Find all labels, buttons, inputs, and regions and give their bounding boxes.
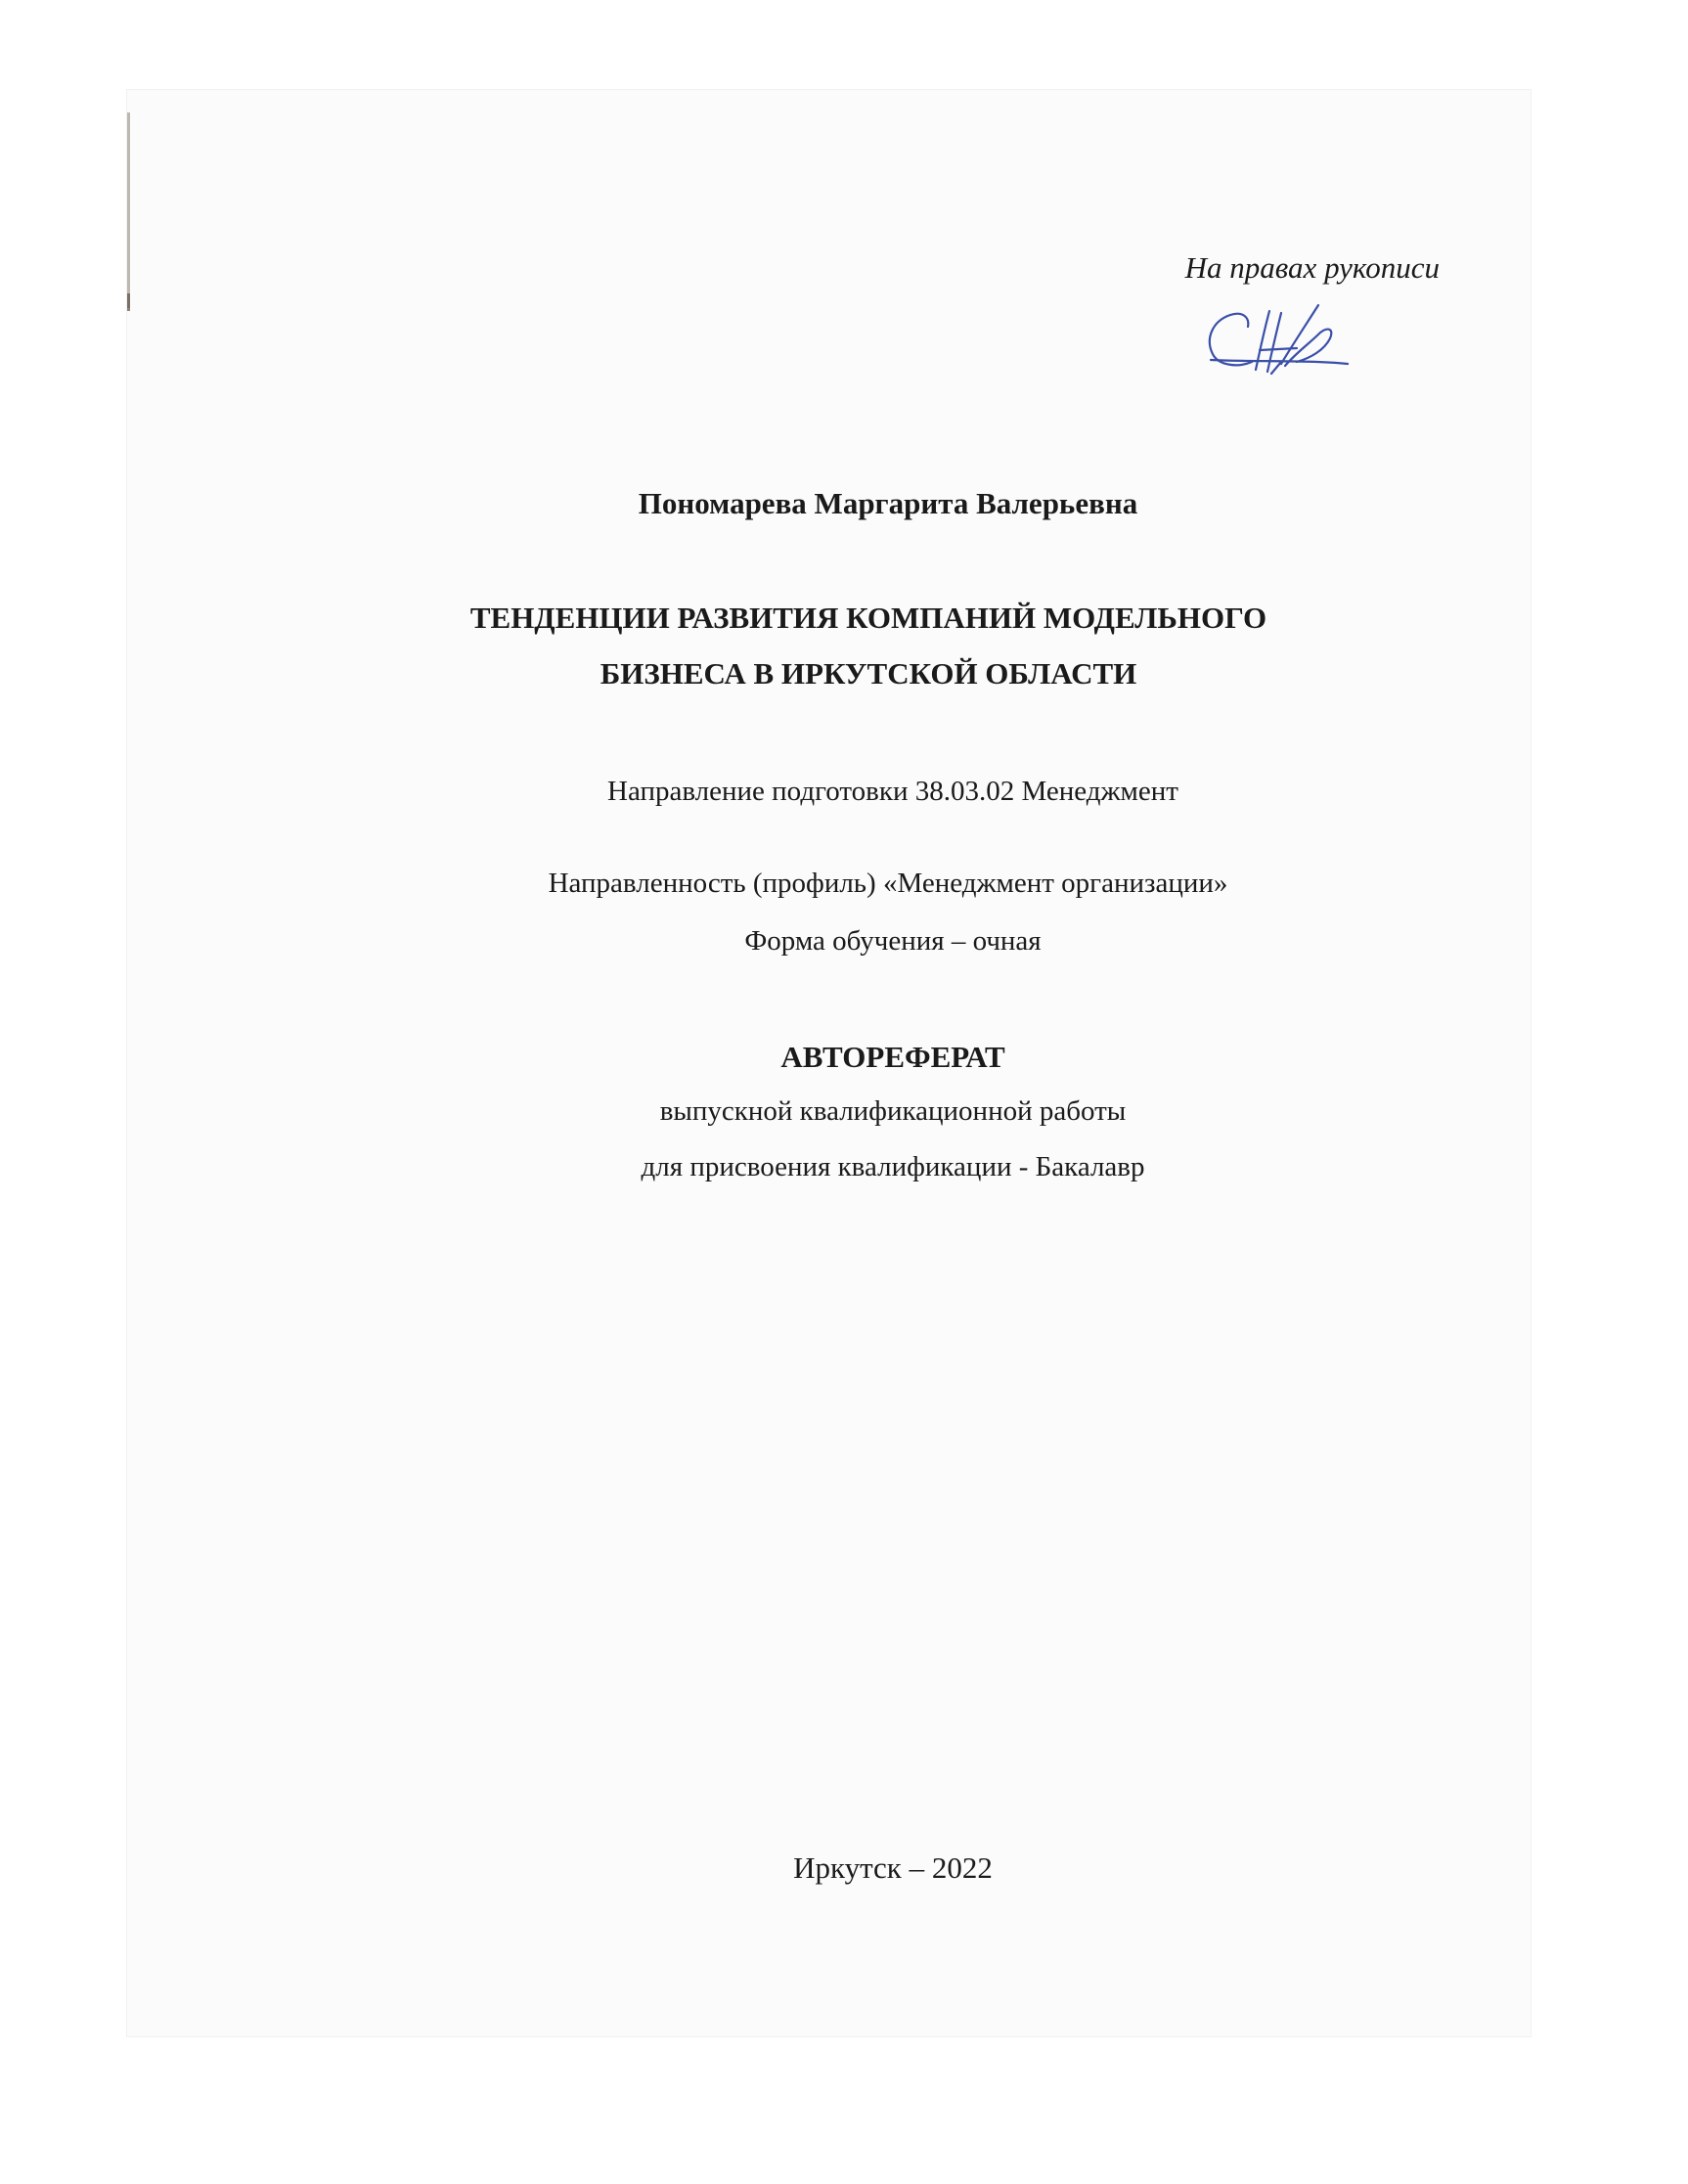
city-year: Иркутск – 2022 (793, 1850, 993, 1885)
study-direction: Направление подготовки 38.03.02 Менеджмент (607, 776, 1178, 807)
thesis-title-line-1: ТЕНДЕНЦИИ РАЗВИТИЯ КОМПАНИЙ МОДЕЛЬНОГО (469, 601, 1267, 635)
study-form: Форма обучения – очная (744, 925, 1042, 957)
handwritten-signature (1191, 293, 1367, 391)
rights-note: На правах рукописи (1184, 250, 1440, 285)
document-type: АВТОРЕФЕРАТ (780, 1040, 1005, 1074)
study-profile: Направленность (профиль) «Менеджмент организации» (548, 868, 1228, 899)
scan-edge-mark (127, 293, 130, 311)
author-name: Пономарева Маргарита Валерьевна (638, 486, 1138, 520)
document-purpose-line-1: выпускной квалификационной работы (659, 1095, 1127, 1127)
scan-edge-mark (127, 112, 130, 308)
thesis-title-line-2: БИЗНЕСА В ИРКУТСКОЙ ОБЛАСТИ (600, 656, 1137, 691)
document-purpose-line-2: для присвоения квалификации - Бакалавр (641, 1151, 1145, 1182)
